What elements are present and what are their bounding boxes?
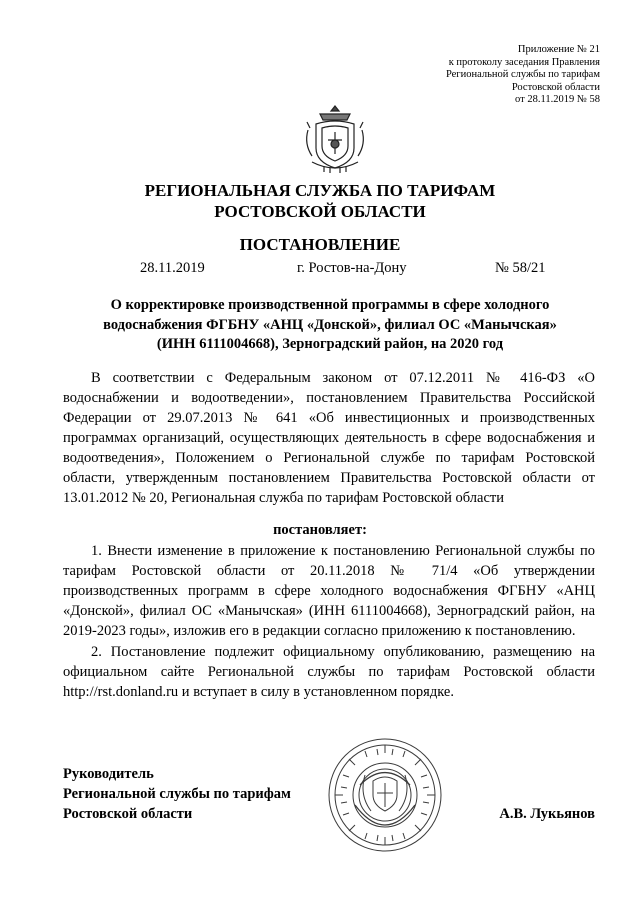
signature-block — [63, 764, 291, 824]
document-subject — [60, 296, 600, 355]
resolves-heading: постановляет: — [273, 522, 367, 538]
signer-title: Руководитель — [63, 766, 154, 782]
item-2-paragraph: 2. Постановление подлежит официальному опубликованию, размещению на официальном сайте Региональной службы по тарифам Ростовской области http://rst.donland.ru и вступает в силу в установленном порядке. — [63, 644, 595, 700]
official-seal-icon — [325, 735, 445, 855]
document-city: г. Ростов-на-Дону — [297, 260, 407, 276]
appendix-line: от 28.11.2019 № 58 — [515, 94, 600, 106]
appendix-note — [446, 44, 600, 107]
item-1-paragraph: 1. Внести изменение в приложение к постановлению Региональной службы по тарифам Ростовской области от 20.11.2018 № 71/4 «Об утверждении производственных программ в сфере холодного водоснабжения ФГБНУ «АНЦ «Донской», филиал ОС «Манычская» (ИНН 6111004668), Зерноградский район, на 2019-2023 годы», изложив его в редакции согласно приложению к постановлению. — [63, 543, 595, 639]
document-type: ПОСТАНОВЛЕНИЕ — [239, 235, 401, 254]
appendix-line: Региональной службы по тарифам — [445, 69, 600, 81]
organization-name — [0, 180, 640, 222]
signer-title: Региональной службы по тарифам — [63, 786, 291, 802]
document-number: № 58/21 — [495, 260, 546, 276]
appendix-line: к протоколу заседания Правления — [448, 56, 600, 68]
signer-name: А.В. Лукьянов — [499, 806, 595, 822]
signer-title: Ростовской области — [63, 806, 193, 822]
subject-line: О корректировке производственной программы в сфере холодного — [110, 297, 550, 313]
document-date: 28.11.2019 — [140, 260, 205, 276]
org-line: РОСТОВСКОЙ ОБЛАСТИ — [214, 202, 426, 221]
subject-line: (ИНН 6111004668), Зерноградский район, на 2020 год — [156, 336, 504, 352]
appendix-line: Приложение № 21 — [517, 44, 600, 55]
org-line: РЕГИОНАЛЬНАЯ СЛУЖБА ПО ТАРИФАМ — [144, 181, 496, 200]
coat-of-arms-icon — [302, 100, 368, 174]
appendix-line: Ростовской области — [511, 81, 600, 93]
preamble-paragraph: В соответствии с Федеральным законом от 07.12.2011 № 416-ФЗ «О водоснабжении и водоотведении», постановлением Правительства Российской Федерации от 29.07.2013 № 641 «Об инвестиционных и производственных программах организаций, осуществляющих деятельность в сфере водоснабжения и водоотведения», Положением о Региональной службе по тарифам Ростовской области, утвержденным постановлением Правительства Ростовской области от 13.01.2012 № 20, Региональная служба по тарифам Ростовской области — [63, 370, 595, 506]
subject-line: водоснабжения ФГБНУ «АНЦ «Донской», филиал ОС «Манычская» — [103, 316, 557, 333]
